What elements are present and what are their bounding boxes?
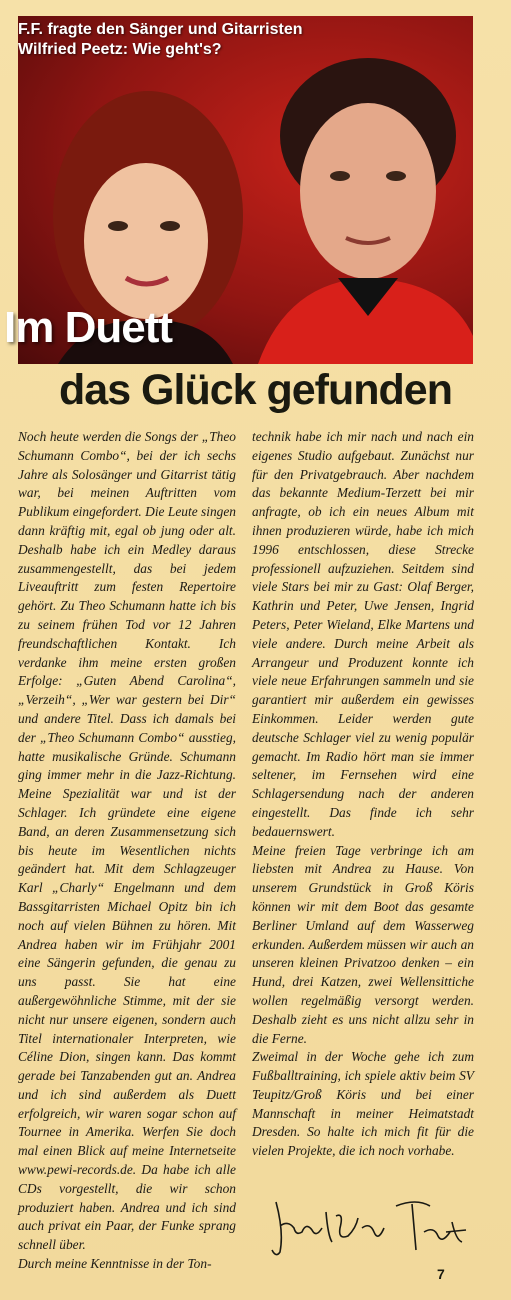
left-column	[18, 428, 236, 1274]
right-column-paragraph-2: Meine freien Tage verbringe ich am liebsten mit Andrea zu Hause. Von unserem Grundstück in Groß Köris können wir mit dem Boot das gesamte Berliner Umland auf dem Wasserweg erkunden. Außerdem müssen wir auch an unseren kleinen Privatzoo denken – ein Hund, drei Katzen, zwei Wellensittiche wollen regelmäßig versorgt werden. Deshalb zieht es uns nicht allzu sehr in die Ferne.	[252, 842, 474, 1046]
right-column	[252, 428, 474, 1161]
headline-line-2: das Glück gefunden	[59, 366, 452, 414]
headline-line-1: Im Duett	[4, 303, 172, 352]
right-column-paragraph-1: technik habe ich mir nach und nach ein eigenes Studio aufgebaut. Zunächst nur für den Privatgebrauch. Aber nachdem das bekannte Medium-Terzett bei mir anfragte, ob ich ein neues Album mit ihnen produzieren würde, habe ich mich 1996 entschlossen, diese Strecke professionell aufzuziehen. Seitdem sind viele Stars bei mir zu Gast: Olaf Berger, Kathrin und Peter, Uwe Jensen, Ingrid Peters, Peter Wieland, Elke Martens und viele andere. Durch meine Arbeit als Arrangeur und Produzent konnte ich viele neue Erfahrungen sammeln und sie garantiert mir außerdem ein gewisses Einkommen. Leider werden gute deutsche Schlager viel zu wenig populär gemacht. Im Radio hört man sie immer seltener, im Fernsehen wird eine Schlagersendung nach der anderen eingestellt. Das finde ich sehr bedauernswert.	[252, 429, 474, 839]
man-face	[300, 103, 436, 279]
right-column-paragraph-3: Zweimal in der Woche gehe ich zum Fußballtraining, ich spiele aktiv beim SV Teupitz/Groß Köris und bei einer Mannschaft in meiner Heimatstadt Dresden. So halte ich mich fit für die vielen Projekte, die ich noch vorhabe.	[252, 1049, 474, 1159]
left-column-paragraph: Noch heute werden die Songs der „Theo Schumann Combo“, bei der ich sechs Jahre als Solosänger und Gitarrist tätig war, bei meinen Auftritten vom Publikum eingefordert. Die Leute singen dann kräftig mit, egal ob jung oder alt. Deshalb habe ich ein Medley daraus zusammengestellt, das bei jedem Liveauftritt zum festen Repertoire gehört. Zu Theo Schumann hatte ich bis zu seinem frühen Tod vor 12 Jahren freundschaftlichen Kontakt. Ich verdanke ihm meine ersten großen Erfolge: „Guten Abend Carolina“, „Verzeih“, „Wer war gestern bei Dir“ und andere Titel. Dass ich damals bei der „Theo Schumann Combo“ ausstieg, hatte musikalische Gründe. Schumann ging immer mehr in die Jazz-Richtung. Meine Spezialität war und ist der Schlager. Ich gründete eine eigene Band, an deren Zusammensetzung sich bis heute im Wesentlichen nichts geändert hat. Mit dem Schlagzeuger Karl „Charly“ Engelmann und dem Bassgitarristen Michael Opitz bin ich noch auf vielen Bühnen zu hören. Mit Andrea haben wir im Frühjahr 2001 eine Sängerin gefunden, die genau zu uns passt. Sie hat eine außergewöhnliche Stimme, mit der sie nicht nur unsere eigenen, sondern auch Titel internationaler Interpreten, wie Céline Dion, singen kann. Das kommt gerade bei Tanzabenden gut an. Andrea und ich sind außerdem als Duett erfolgreich, wir waren sogar schon auf Tournee in Amerika. Werfen Sie doch mal einen Blick auf meine Internetseite www.pewi-records.de. Da habe ich alle CDs vorgestellt, die wir schon produziert haben. Andrea und ich sind auch privat ein Paar, der Funke sprang schnell über.	[18, 429, 236, 1253]
page-number: 7	[437, 1266, 445, 1282]
handwritten-signature	[266, 1192, 476, 1260]
article-kicker: F.F. fragte den Sänger und Gitarristen Wilfried Peetz: Wie geht's?	[18, 21, 303, 58]
left-column-end: Durch meine Kenntnisse in der Ton-	[18, 1256, 212, 1272]
woman-face	[84, 163, 208, 319]
